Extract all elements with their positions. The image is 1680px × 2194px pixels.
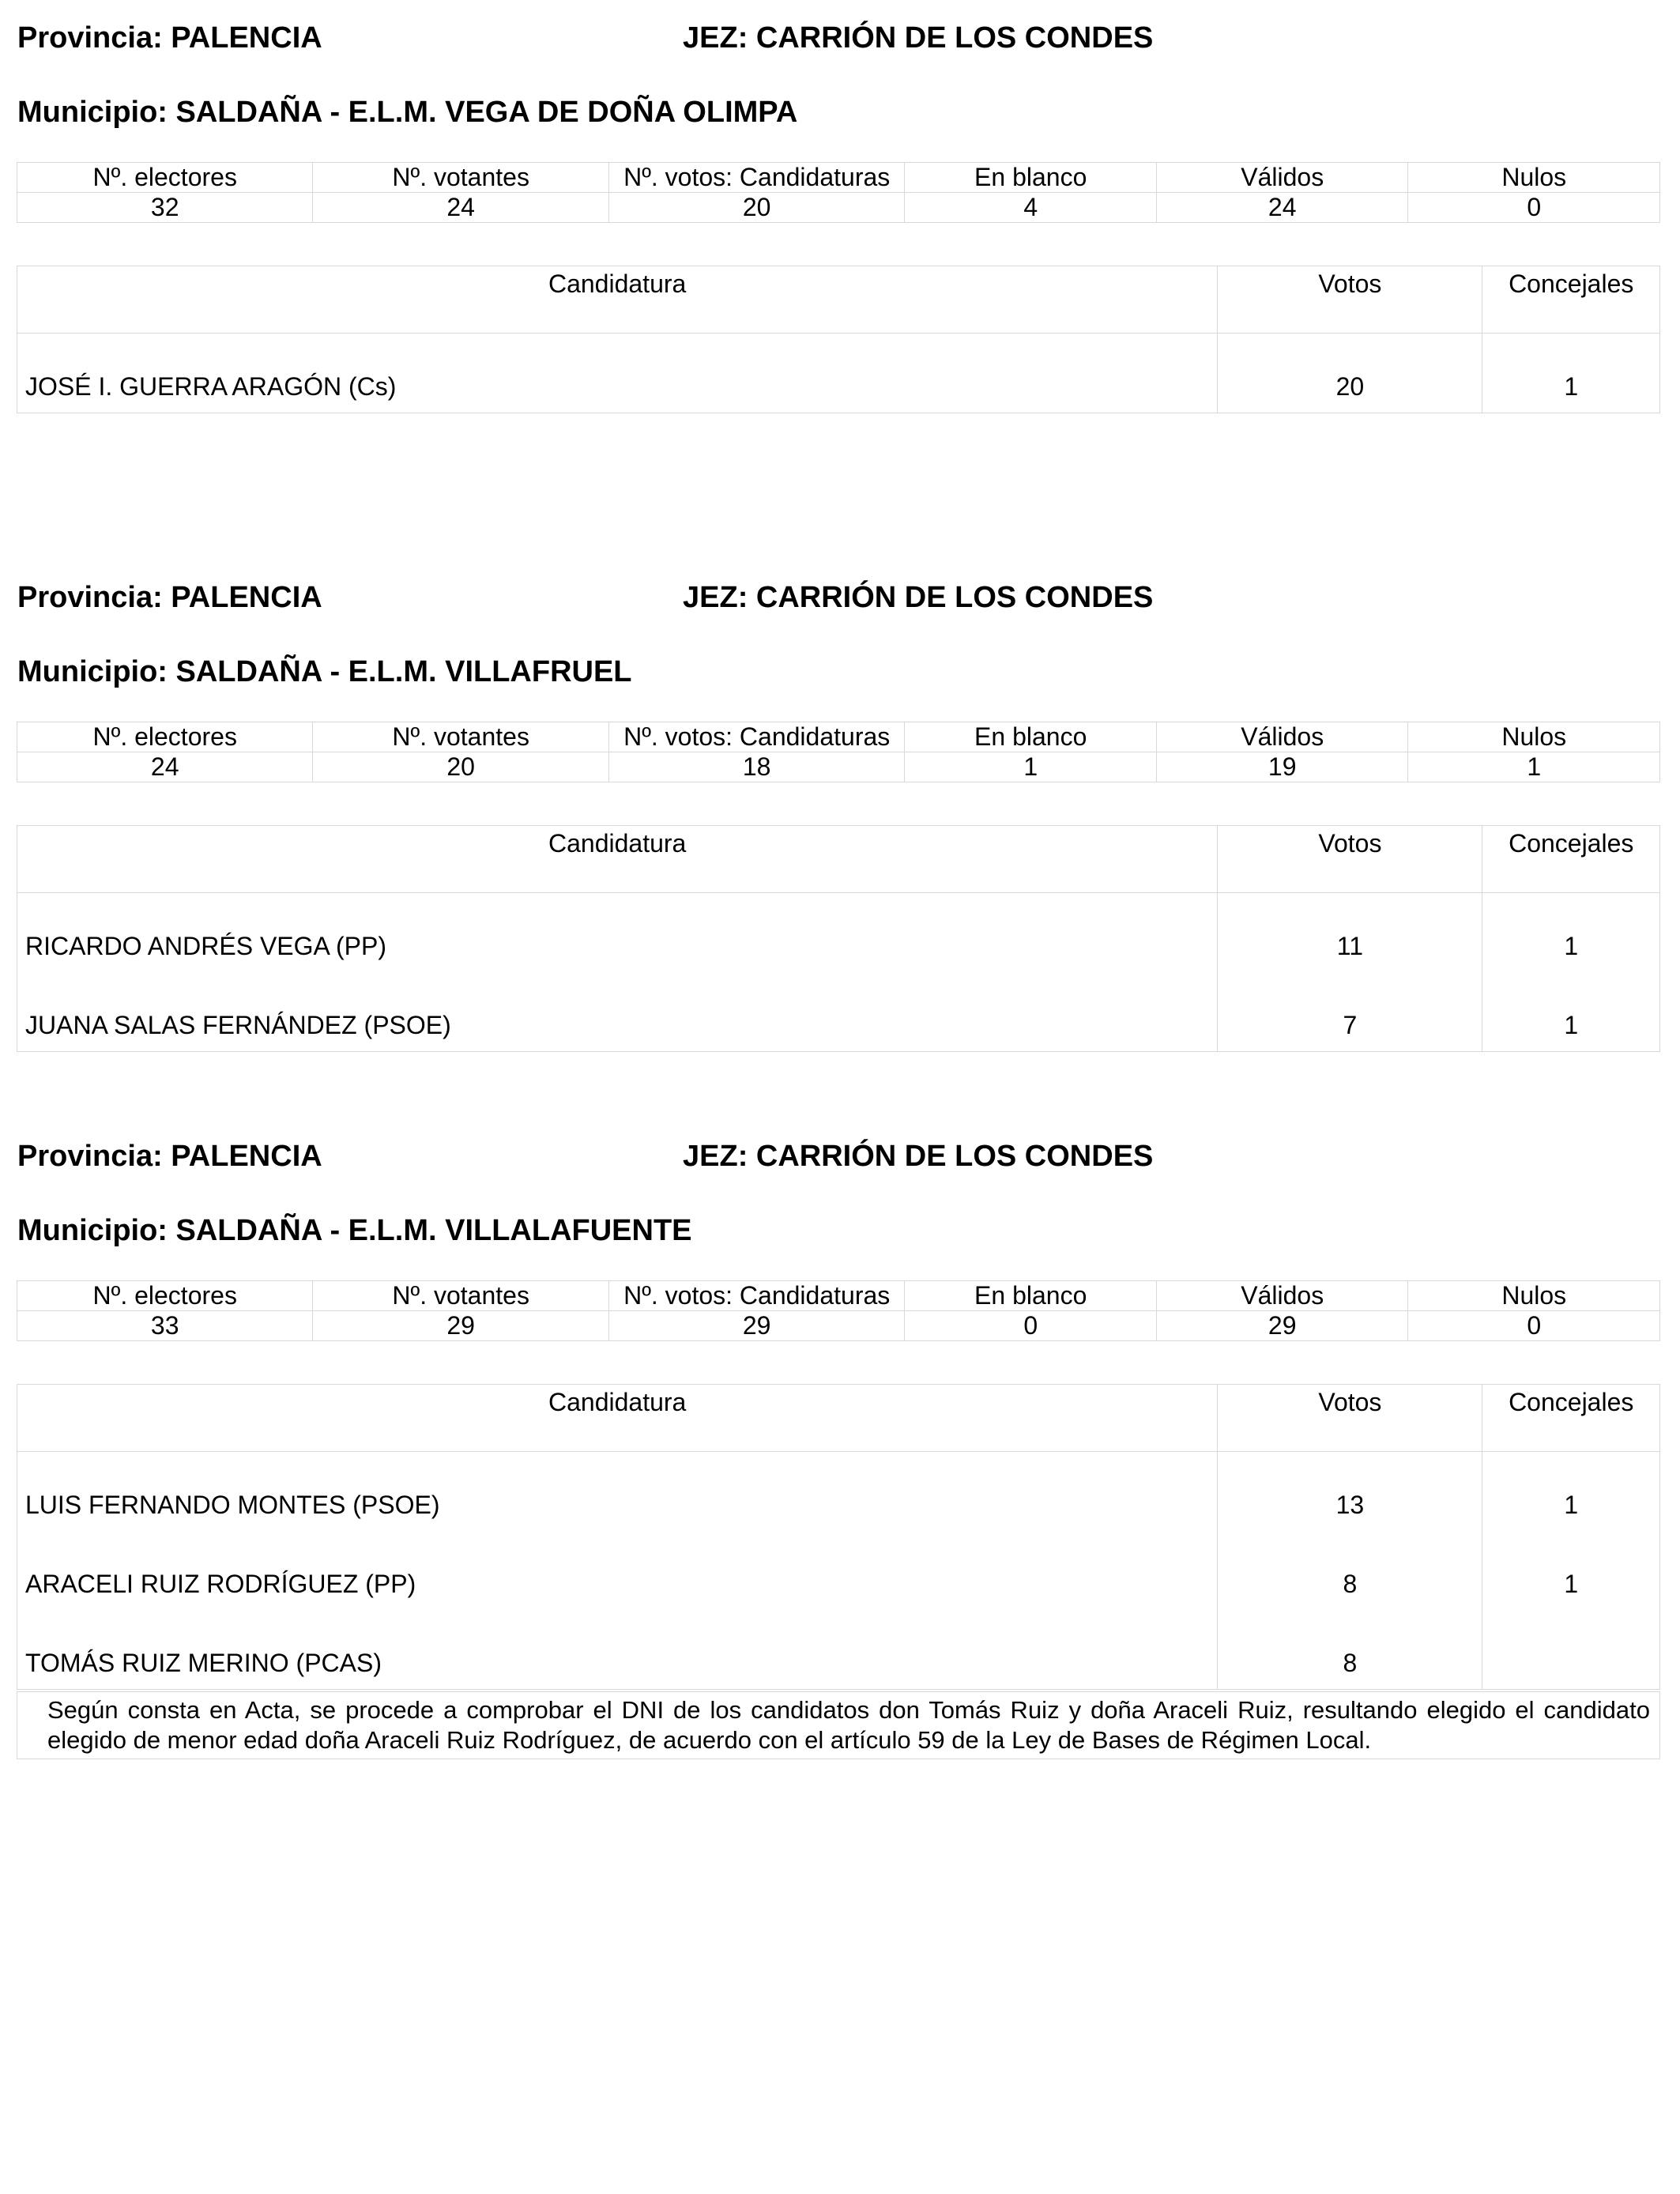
stats-value-cell: 33 (17, 1311, 313, 1341)
candidatura-header: Candidatura (17, 826, 1218, 893)
candidates-header-row (17, 1385, 1660, 1452)
jez-label: JEZ: CARRIÓN DE LOS CONDES (683, 21, 1154, 55)
candidate-row (17, 972, 1660, 1052)
stats-header-row (17, 1281, 1660, 1311)
stats-header-cell: Nº. electores (17, 163, 313, 193)
municipio-title: Municipio: SALDAÑA - E.L.M. VILLALAFUENTE (17, 1214, 692, 1247)
candidatura-header: Candidatura (17, 1385, 1218, 1452)
stats-header-cell: En blanco (905, 163, 1157, 193)
stats-header-cell: Nº. votantes (313, 722, 608, 752)
stats-value-cell: 29 (313, 1311, 608, 1341)
candidates-table (17, 1384, 1660, 1690)
candidate-councillors: 1 (1482, 1531, 1660, 1610)
stats-value-cell: 1 (905, 752, 1157, 782)
stats-value-row (17, 1311, 1660, 1341)
stats-header-cell: Válidos (1156, 722, 1408, 752)
stats-value-cell: 24 (313, 193, 608, 223)
provincia-label: Provincia: PALENCIA (17, 1140, 322, 1173)
stats-header-cell: En blanco (905, 1281, 1157, 1311)
stats-header-cell: Nulos (1408, 163, 1660, 193)
candidate-name: ARACELI RUIZ RODRÍGUEZ (PP) (17, 1531, 1218, 1610)
candidates-table (17, 266, 1660, 413)
stats-header-row (17, 722, 1660, 752)
jez-label: JEZ: CARRIÓN DE LOS CONDES (683, 581, 1154, 614)
stats-table (17, 1280, 1660, 1341)
stats-value-cell: 0 (905, 1311, 1157, 1341)
candidate-row (17, 1452, 1660, 1532)
candidate-row (17, 893, 1660, 973)
candidate-name: JOSÉ I. GUERRA ARAGÓN (Cs) (17, 334, 1218, 413)
stats-header-cell: Nº. electores (17, 722, 313, 752)
stats-value-cell: 20 (608, 193, 905, 223)
candidate-name: LUIS FERNANDO MONTES (PSOE) (17, 1452, 1218, 1532)
stats-header-cell: Válidos (1156, 1281, 1408, 1311)
stats-value-cell: 32 (17, 193, 313, 223)
candidate-councillors: 1 (1482, 1452, 1660, 1532)
candidate-councillors: 1 (1482, 972, 1660, 1052)
stats-header-cell: Nº. electores (17, 1281, 313, 1311)
votos-header: Votos (1218, 1385, 1482, 1452)
stats-header-cell: En blanco (905, 722, 1157, 752)
municipio-title: Municipio: SALDAÑA - E.L.M. VEGA DE DOÑA OLIMPA (17, 96, 798, 129)
candidate-councillors: 1 (1482, 893, 1660, 973)
votos-header: Votos (1218, 826, 1482, 893)
stats-header-cell: Nº. votos: Candidaturas (608, 722, 905, 752)
stats-header-cell: Nulos (1408, 1281, 1660, 1311)
candidate-row (17, 334, 1660, 413)
candidates-table (17, 825, 1660, 1052)
concejales-header: Concejales (1482, 1385, 1660, 1452)
candidate-councillors (1482, 1610, 1660, 1690)
candidate-votes: 13 (1218, 1452, 1482, 1532)
candidate-votes: 11 (1218, 893, 1482, 973)
provincia-label: Provincia: PALENCIA (17, 581, 322, 614)
candidate-name: TOMÁS RUIZ MERINO (PCAS) (17, 1610, 1218, 1690)
stats-table (17, 162, 1660, 223)
stats-value-cell: 19 (1156, 752, 1408, 782)
stats-header-cell: Nº. votantes (313, 1281, 608, 1311)
stats-value-row (17, 193, 1660, 223)
jez-label: JEZ: CARRIÓN DE LOS CONDES (683, 1140, 1154, 1173)
acta-note: Según consta en Acta, se procede a comprobar el DNI de los candidatos don Tomás Ruiz y doña Araceli Ruiz, resultando elegido el candidato elegido de menor edad doña Araceli Ruiz Rodríguez, de acuerdo con el artículo 59 de la Ley de Bases de Régimen Local. (17, 1691, 1660, 1759)
stats-value-cell: 0 (1408, 1311, 1660, 1341)
stats-value-cell: 24 (1156, 193, 1408, 223)
stats-value-cell: 20 (313, 752, 608, 782)
stats-value-cell: 4 (905, 193, 1157, 223)
candidatura-header: Candidatura (17, 266, 1218, 334)
stats-header-cell: Nulos (1408, 722, 1660, 752)
candidate-name: JUANA SALAS FERNÁNDEZ (PSOE) (17, 972, 1218, 1052)
candidate-row (17, 1610, 1660, 1690)
candidate-votes: 8 (1218, 1531, 1482, 1610)
stats-value-cell: 29 (1156, 1311, 1408, 1341)
stats-value-row (17, 752, 1660, 782)
provincia-label: Provincia: PALENCIA (17, 21, 322, 55)
stats-header-cell: Nº. votantes (313, 163, 608, 193)
stats-value-cell: 18 (608, 752, 905, 782)
candidate-councillors: 1 (1482, 334, 1660, 413)
stats-value-cell: 29 (608, 1311, 905, 1341)
candidate-votes: 7 (1218, 972, 1482, 1052)
stats-header-row (17, 163, 1660, 193)
stats-header-cell: Válidos (1156, 163, 1408, 193)
candidate-votes: 8 (1218, 1610, 1482, 1690)
stats-header-cell: Nº. votos: Candidaturas (608, 163, 905, 193)
votos-header: Votos (1218, 266, 1482, 334)
stats-value-cell: 1 (1408, 752, 1660, 782)
concejales-header: Concejales (1482, 826, 1660, 893)
stats-value-cell: 24 (17, 752, 313, 782)
stats-value-cell: 0 (1408, 193, 1660, 223)
candidates-header-row (17, 826, 1660, 893)
stats-header-cell: Nº. votos: Candidaturas (608, 1281, 905, 1311)
stats-table (17, 722, 1660, 782)
candidate-name: RICARDO ANDRÉS VEGA (PP) (17, 893, 1218, 973)
municipio-title: Municipio: SALDAÑA - E.L.M. VILLAFRUEL (17, 655, 632, 688)
concejales-header: Concejales (1482, 266, 1660, 334)
candidate-row (17, 1531, 1660, 1610)
candidate-votes: 20 (1218, 334, 1482, 413)
candidates-header-row (17, 266, 1660, 334)
